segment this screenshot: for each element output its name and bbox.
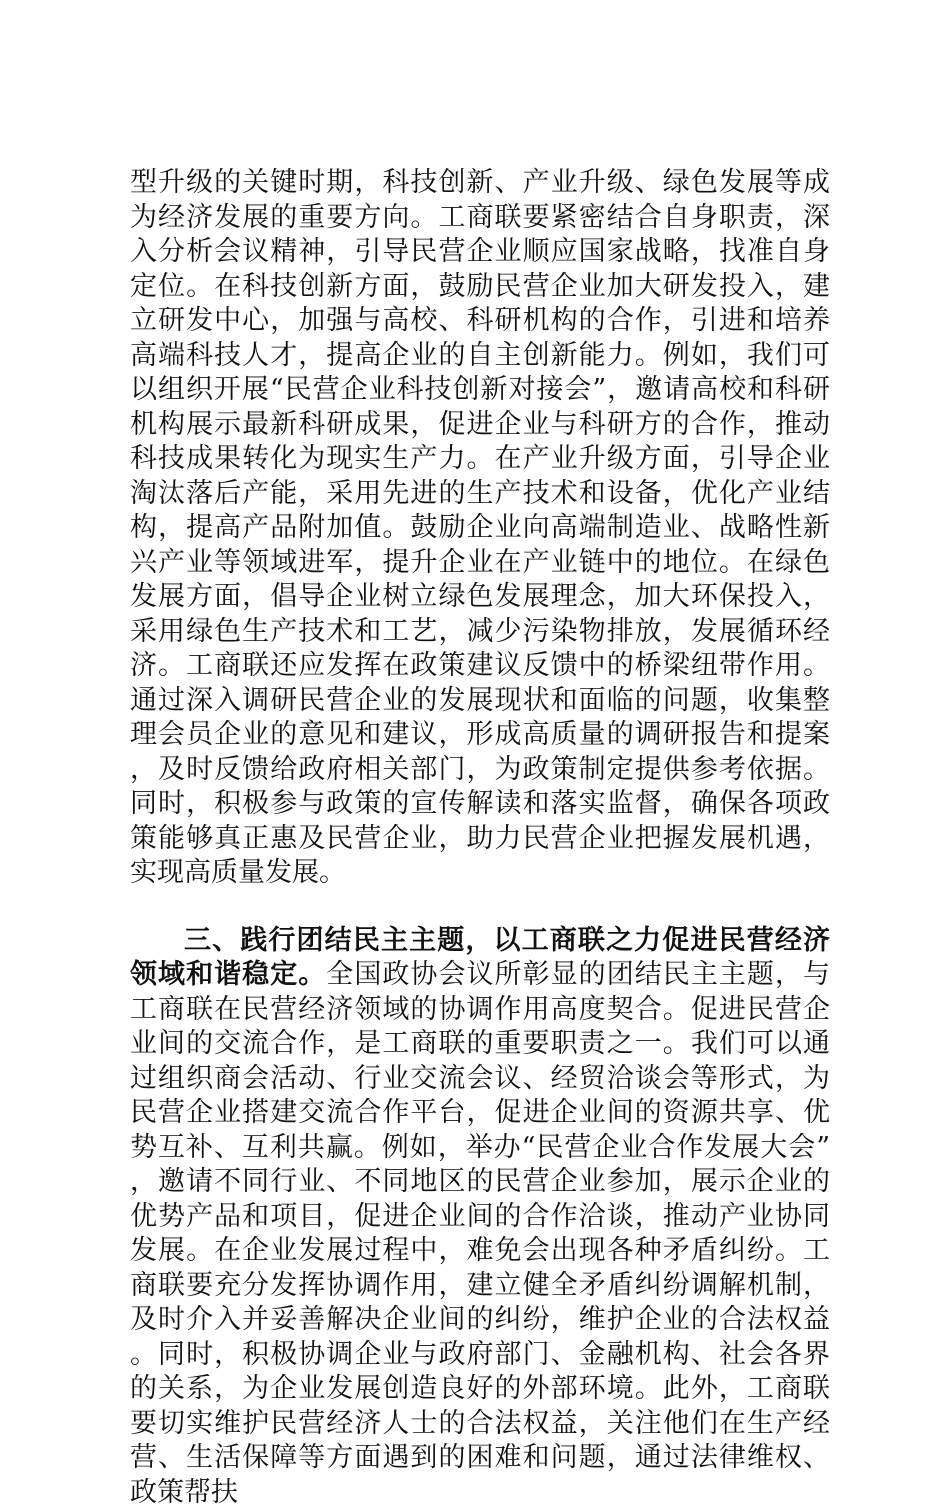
section-heading: 三、践行团结民主主题，以工商联之力促进民营经济领域和谐稳定。 <box>130 925 830 991</box>
body-paragraph-continued <box>130 166 830 891</box>
paragraph-text: 全国政协会议所彰显的团结民主主题，与工商联在民营经济领域的协调作用高度契合。促进民营企业间的交流合作，是工商联的重要职责之一。我们可以通过组织商会活动、行业交流会议、经贸洽谈会等形式，为民营企业搭建交流合作平台，促进企业间的资源共享、优势互补、互利共赢。例如，举办“民营企业合作发展大会”，邀请不同行业、不同地区的民营企业参加，展示企业的优势产品和项目，促进企业间的合作洽谈，推动产业协同发展。在企业发展过程中，难免会出现各种矛盾纠纷。工商联要充分发挥协调作用，建立健全矛盾纠纷调解机制，及时介入并妥善解决企业间的纠纷，维护企业的合法权益。同时，积极协调企业与政府部门、金融机构、社会各界的关系，为企业发展创造良好的外部环境。此外，工商联要切实维护民营经济人士的合法权益，关注他们在生产经营、生活保障等方面遇到的困难和问题，通过法律维权、政策帮扶 <box>130 959 830 1508</box>
paragraph-text: 型升级的关键时期，科技创新、产业升级、绿色发展等成为经济发展的重要方向。工商联要紧密结合自身职责，深入分析会议精神，引导民营企业顺应国家战略，找准自身定位。在科技创新方面，鼓励民营企业加大研发投入，建立研发中心，加强与高校、科研机构的合作，引进和培养高端科技人才，提高企业的自主创新能力。例如，我们可以组织开展“民营企业科技创新对接会”，邀请高校和科研机构展示最新科研成果，促进企业与科研方的合作，推动科技成果转化为现实生产力。在产业升级方面，引导企业淘汰落后产能，采用先进的生产技术和设备，优化产业结构，提高产品附加值。鼓励企业向高端制造业、战略性新兴产业等领域进军，提升企业在产业链中的地位。在绿色发展方面，倡导企业树立绿色发展理念，加大环保投入，采用绿色生产技术和工艺，减少污染物排放，发展循环经济。工商联还应发挥在政策建议反馈中的桥梁纽带作用。通过深入调研民营企业的发展现状和面临的问题，收集整理会员企业的意见和建议，形成高质量的调研报告和提案，及时反馈给政府相关部门，为政策制定提供参考依据。同时，积极参与政策的宣传解读和落实监督，确保各项政策能够真正惠及民营企业，助力民营企业把握发展机遇，实现高质量发展。 <box>130 167 830 888</box>
document-page <box>130 166 830 1510</box>
section-three-paragraph <box>130 924 830 1510</box>
